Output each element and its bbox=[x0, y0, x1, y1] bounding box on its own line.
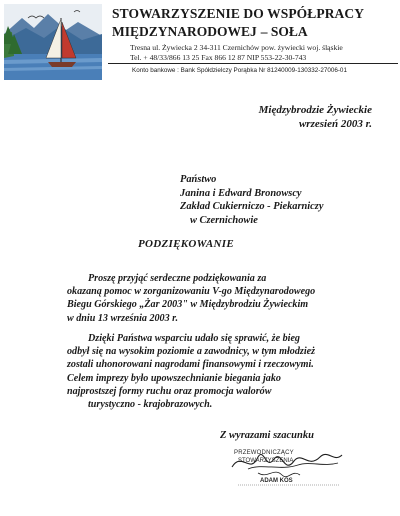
organization-address: Tresna ul. Żywiecka 2 34-311 Czernichów pow. żywiecki woj. śląskie bbox=[130, 43, 343, 52]
stamp-title: PRZEWODNICZĄCY bbox=[234, 450, 294, 456]
paragraph-line: Dzięki Państwa wsparciu udało się sprawić, że bieg bbox=[88, 333, 300, 344]
bank-account: Konto bankowe : Bank Spółdzielczy Porąbka Nr 81240009-130332-27006-01 bbox=[132, 67, 347, 74]
paragraph-line: odbył się na wysokim poziomie a zawodnicy, w tym młodzież bbox=[67, 346, 316, 358]
organization-name-line1: STOWARZYSZENIE DO WSPÓŁPRACY bbox=[112, 6, 365, 21]
handwritten-signature bbox=[228, 445, 348, 513]
paragraph-line: Proszę przyjąć serdeczne podziękowania za bbox=[88, 273, 267, 284]
paragraph-line: Biegu Górskiego „Żar 2003" w Międzybrodziu Żywieckim bbox=[67, 299, 309, 311]
paragraph-line: najprostszej formy ruchu oraz promocja walorów bbox=[67, 385, 272, 397]
organization-name-line2-text: MIĘDZYNARODOWEJ bbox=[112, 24, 257, 39]
paragraph-1 bbox=[60, 272, 385, 325]
organization-name-line2 bbox=[112, 24, 396, 40]
letter-date: wrzesień 2003 r. bbox=[298, 118, 372, 130]
recipient-block bbox=[180, 173, 395, 227]
letterhead-divider bbox=[108, 63, 398, 64]
paragraph-line: w dniu 13 września 2003 r. bbox=[67, 312, 179, 324]
paragraph-line: okazaną pomoc w zorganizowaniu V-go Międzynarodowego bbox=[67, 286, 316, 298]
stamp-name: ADAM KOS bbox=[260, 478, 293, 484]
paragraph-2 bbox=[60, 332, 385, 411]
closing-phrase: Z wyrazami szacunku bbox=[220, 430, 314, 441]
place-and-date bbox=[192, 103, 372, 131]
paragraph-line: turystyczno - krajobrazowych. bbox=[88, 399, 213, 411]
organization-contact: Tel. + 48/33/866 13 25 Fax 866 12 87 NIP 553-22-30-743 bbox=[130, 53, 307, 62]
official-stamp bbox=[228, 445, 348, 513]
recipient-company: Zakład Cukierniczo - Piekarniczy bbox=[180, 201, 324, 212]
stamp-organization: STOWARZYSZENIA bbox=[238, 458, 294, 464]
letter-title: PODZIĘKOWANIE bbox=[138, 238, 234, 250]
recipient-city: w Czernichowie bbox=[190, 214, 258, 226]
paragraph-line: Celem imprezy było upowszechnianie biegania jako bbox=[67, 372, 281, 384]
recipient-salutation: Państwo bbox=[180, 174, 217, 185]
paragraph-line: zostali uhonorowani nagrodami finansowymi i rzeczowymi. bbox=[67, 359, 314, 371]
sailboat-logo-image bbox=[4, 4, 102, 80]
letter-place: Międzybrodzie Żywieckie bbox=[258, 104, 372, 116]
organization-short-name: – SOŁA bbox=[260, 24, 308, 39]
recipient-names: Janina i Edward Bronowscy bbox=[180, 187, 302, 199]
